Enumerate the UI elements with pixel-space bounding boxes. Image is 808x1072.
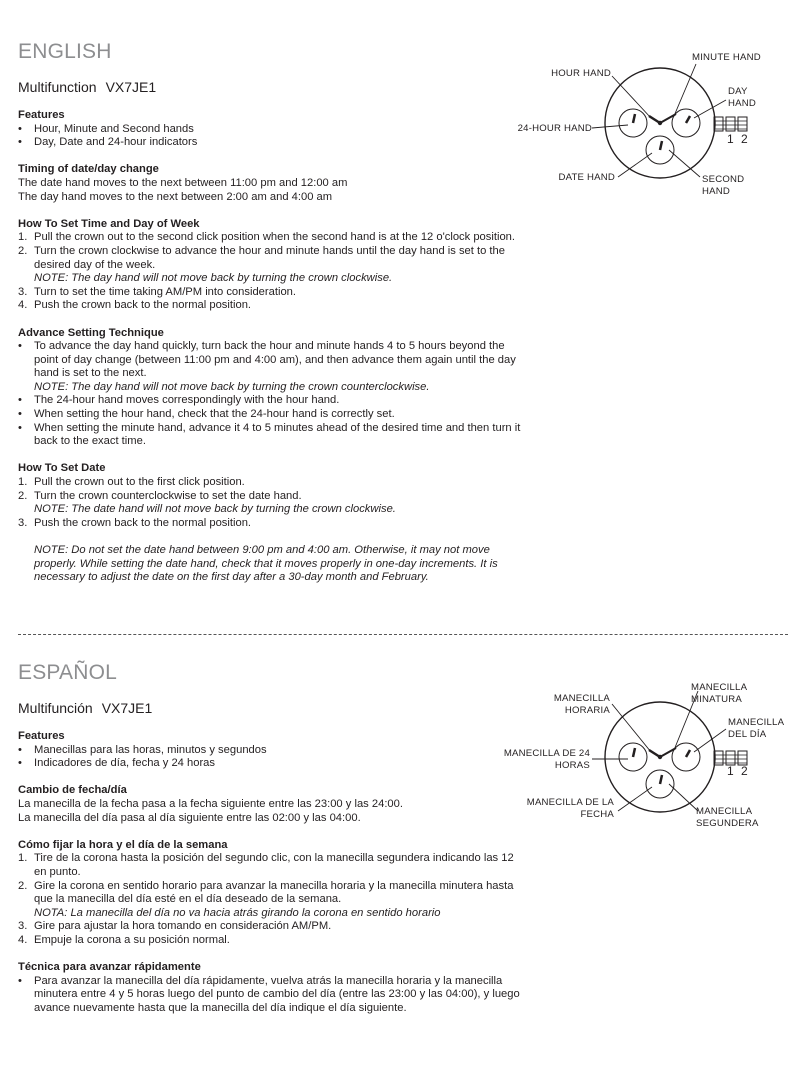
list-item: 1. Tire de la corona hasta la posición del segundo clic, con la manecilla segundera indicando las 12 en punto. [18,852,514,878]
list-item: 1. Pull the crown out to the second click position when the second hand is at the 12 o'clock position. [18,231,516,244]
day-hand-label: DAY HAND [728,86,756,109]
product-title-name: Multifunción [18,700,93,716]
hour-hand-label: HOUR HAND [551,68,611,79]
note-text: NOTE: The day hand will not move back by turning the crown counterclockwise. [34,380,430,393]
hour-hand-label: MANECILLA HORARIA [553,693,610,716]
24-hour-hand-label: 24-HOUR HAND [517,123,592,134]
24-hour-hand-label: MANECILLA DE 24 HORAS [503,748,590,771]
crown-position-label: 1 2 [727,764,750,778]
list-item: 4. Push the crown back to the normal position. [18,299,252,312]
final-note: NOTE: Do not set the date hand between 9:00 pm and 4:00 am. Otherwise, it may not move properly. While setting the date hand, check that it moves properly in one-day increments. It is necessary to adjust the date on the first day after a 30-day month and February. [34,544,498,584]
day-hand-mark [686,116,690,123]
list-item: 3. Gire para ajustar la hora tomando en consideración AM/PM. [18,920,332,933]
list-item: 2. Gire la corona en sentido horario para avanzar la manecilla horaria y la manecilla minutera hasta que la manecilla del día esté en el día deseado de la semana. NOTA: La manecilla del día no va hacia atrás girando la corona en sentido horario [18,880,526,921]
section-language-heading: ESPAÑOL [18,661,118,684]
paragraph-line: La manecilla del día pasa al día siguiente entre las 02:00 y las 04:00. [18,811,361,824]
paragraph-line: The date hand moves to the next between 11:00 pm and 12:00 am [18,176,348,189]
minute-hand-label: MINUTE HAND [692,52,761,63]
date-hand-mark [660,775,662,784]
model-number: VX7JE1 [105,79,157,95]
note-text: NOTA: La manecilla del día no va hacia atrás girando la corona en sentido horario [34,906,441,919]
note-text: NOTE: The day hand will not move back by turning the crown clockwise. [34,272,393,285]
24-hour-hand-mark [633,748,635,757]
set-date-heading: How To Set Date [18,462,106,475]
advance-heading: Advance Setting Technique [18,326,164,339]
crown-position-label: 1 2 [727,132,750,146]
list-item: • The 24-hour hand moves correspondingly with the hour hand. [18,394,340,407]
list-item: • Indicadores de día, fecha y 24 horas [18,757,215,770]
date-hand-label: DATE HAND [558,172,615,183]
product-title [18,79,156,95]
list-item: 1. Pull the crown out to the first click position. [18,476,245,489]
list-item: • Day, Date and 24-hour indicators [18,136,198,149]
product-title [18,700,152,716]
list-item: 2. Turn the crown clockwise to advance the hour and minute hands until the day hand is set to the desired day of the week. NOTE: The day hand will not move back by turning the crown clockwise. [18,245,526,286]
date-hand-label: MANECILLA DE LA FECHA [526,797,614,820]
features-heading: Features [18,730,65,742]
date-hand-mark [660,141,662,150]
english-instructions [18,109,526,585]
list-item: 3. Push the crown back to the normal position. [18,516,252,529]
product-title-name: Multifunction [18,79,97,95]
list-item: 3. Turn to set the time taking AM/PM into consideration. [18,285,296,298]
list-item: • When setting the hour hand, check that the 24-hour hand is correctly set. [18,408,395,421]
set-time-heading: How To Set Time and Day of Week [18,217,200,230]
features-heading: Features [18,109,65,121]
day-hand-mark [686,750,690,757]
minute-hand-label: MANECILLA MINATURA [691,682,747,705]
timing-heading: Cambio de fecha/día [18,784,127,797]
paragraph-line: The day hand moves to the next between 2:00 am and 4:00 am [18,190,333,203]
list-item: 4. Empuje la corona a su posición normal. [18,933,230,946]
second-hand-label: SECOND HAND [702,174,745,197]
list-item: • To advance the day hand quickly, turn back the hour and minute hands 4 to 5 hours beyond the point of day change (between 11:00 pm and 4:00 am), and then advance them again until the day hand is set to the next. NOTE: The day hand will not move back by turning the crown counterclockwise. [18,340,526,394]
list-item: 2. Turn the crown counterclockwise to set the date hand. NOTE: The date hand will not move back by turning the crown clockwise. [18,490,526,517]
paragraph-line: La manecilla de la fecha pasa a la fecha siguiente entre las 23:00 y las 24:00. [18,797,403,810]
spanish-instructions [18,730,526,1015]
advance-heading: Técnica para avanzar rápidamente [18,961,201,974]
section-language-heading: ENGLISH [18,40,112,63]
section-divider [18,634,788,635]
set-time-heading: Cómo fijar la hora y el día de la semana [18,838,228,851]
model-number: VX7JE1 [101,700,153,716]
list-item: • When setting the minute hand, advance it 4 to 5 minutes ahead of the desired time and then turn it back to the exact time. [18,421,521,448]
timing-heading: Timing of date/day change [18,163,159,176]
list-item: • Hour, Minute and Second hands [18,122,194,135]
24-hour-hand-mark [633,114,635,123]
minute-hand-mark [660,114,676,123]
list-item: • Manecillas para las horas, minutos y segundos [18,743,267,756]
minute-hand-mark [660,748,676,757]
note-text: NOTE: The date hand will not move back by turning the crown clockwise. [34,503,396,516]
second-hand-label: MANECILLA SEGUNDERA [696,806,759,829]
day-hand-label: MANECILLA DEL DÍA [728,717,784,740]
list-item: • Para avanzar la manecilla del día rápidamente, vuelva atrás la manecilla horaria y la manecilla minutera entre 4 y 5 horas luego del punto de cambio del día (entre las 23:00 y las 04:00), y luego avance nuevamente hasta que la manecilla del día indique el día siguiente. [18,974,520,1014]
